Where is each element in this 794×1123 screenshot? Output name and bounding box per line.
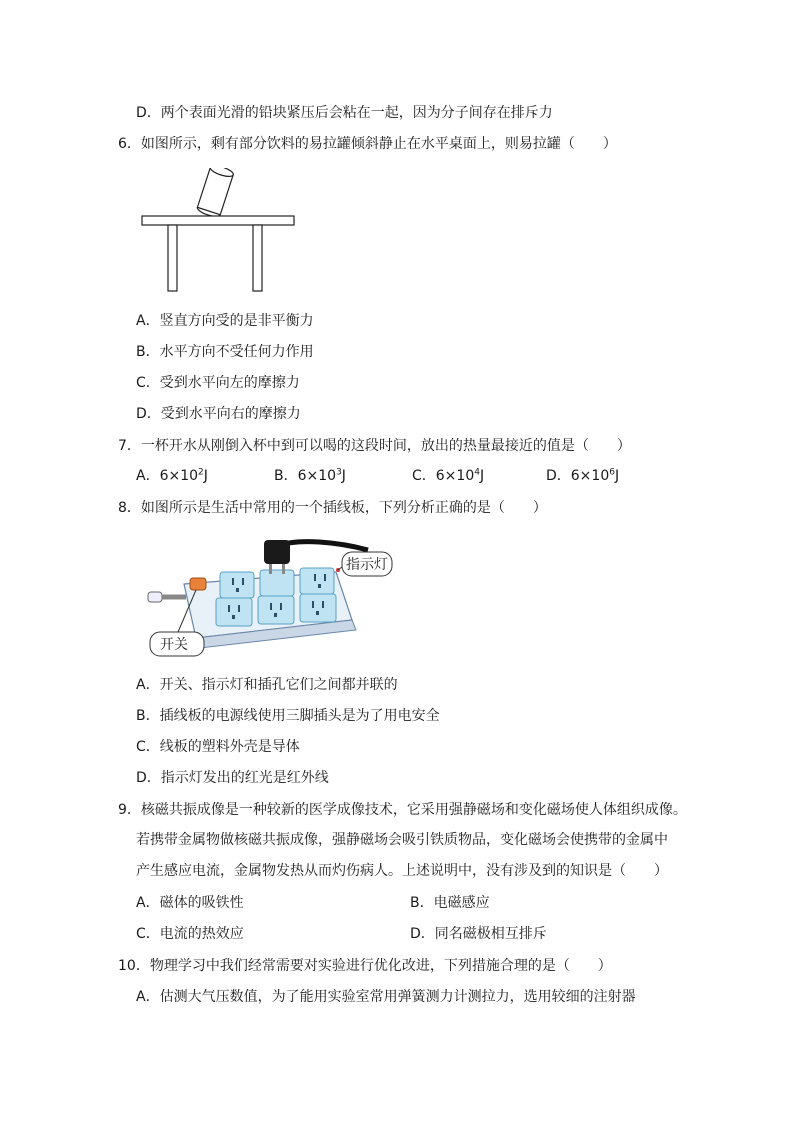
- q10-stem: 10．物理学习中我们经常需要对实验进行优化改进，下列措施合理的是（ ）: [118, 958, 612, 974]
- q10-option-a: A．估测大气压数值，为了能用实验室常用弹簧测力计测拉力，选用较细的注射器: [136, 989, 636, 1005]
- q6-figure-can-on-table: [140, 168, 300, 294]
- q7-option-b: B．$6\times 10^3J$: [274, 467, 346, 484]
- q5-option-d: D．两个表面光滑的铅块紧压后会粘在一起，因为分子间存在排斥力: [136, 105, 553, 121]
- q6-stem: 6．如图所示，剩有部分饮料的易拉罐倾斜静止在水平桌面上，则易拉罐（ ）: [118, 136, 617, 152]
- q7-stem: 7．一杯开水从刚倒入杯中到可以喝的这段时间，放出的热量最接近的值是（ ）: [118, 438, 631, 454]
- q6-option-a: A．竖直方向受的是非平衡力: [136, 313, 314, 329]
- q9-stem-line-3: 产生感应电流，金属物发热从而灼伤病人。上述说明中，没有涉及到的知识是（ ）: [136, 863, 668, 879]
- q6-option-b: B．水平方向不受任何力作用: [136, 344, 314, 360]
- q9-option-b: B．电磁感应: [410, 895, 490, 911]
- q6-option-c: C．受到水平向左的摩擦力: [136, 375, 300, 391]
- q9-stem-line-2: 若携带金属物做核磁共振成像，强静磁场会吸引铁质物品，变化磁场会使携带的金属中: [136, 832, 668, 848]
- q8-option-a: A．开关、指示灯和插孔它们之间都并联的: [136, 677, 398, 693]
- q8-label-switch: 开关: [160, 637, 188, 653]
- q7-option-c: C．$6\times 10^4J$: [412, 467, 485, 484]
- q8-option-c: C．线板的塑料外壳是导体: [136, 739, 300, 755]
- q9-stem-line-1: 9．核磁共振成像是一种较新的医学成像技术，它采用强静磁场和变化磁场使人体组织成像。: [118, 802, 687, 818]
- q8-label-indicator: 指示灯: [346, 557, 388, 573]
- q8-stem: 8．如图所示是生活中常用的一个插线板，下列分析正确的是（ ）: [118, 500, 547, 516]
- q9-option-c: C．电流的热效应: [136, 926, 244, 942]
- q8-option-b: B．插线板的电源线使用三脚插头是为了用电安全: [136, 708, 440, 724]
- q6-option-d: D．受到水平向右的摩擦力: [136, 406, 301, 422]
- q7-option-d: D．$6\times 10^6J$: [546, 467, 620, 484]
- q8-option-d: D．指示灯发出的红光是红外线: [136, 770, 329, 786]
- q9-option-a: A．磁体的吸铁性: [136, 895, 244, 911]
- q7-option-a: A．$6\times 10^2J$: [136, 467, 208, 484]
- q9-option-d: D．同名磁极相互排斥: [410, 926, 547, 942]
